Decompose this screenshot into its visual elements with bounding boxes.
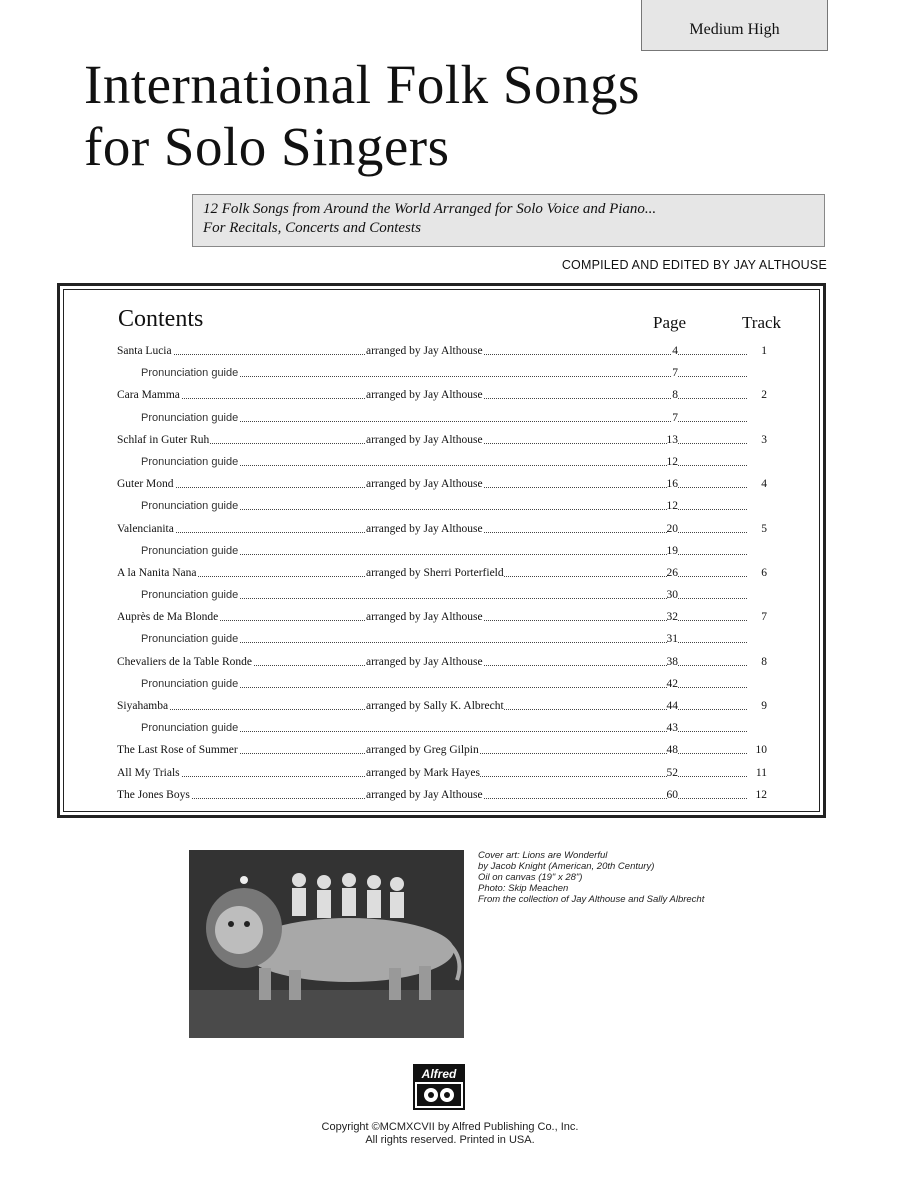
page-number: 60 <box>667 784 679 806</box>
pronunciation-guide-label: Pronunciation guide <box>141 495 239 517</box>
track-number: 6 <box>761 562 767 584</box>
pronunciation-guide-label: Pronunciation guide <box>141 628 239 650</box>
arranger: arranged by Sally K. Albrecht <box>366 695 504 717</box>
page-number: 26 <box>667 562 679 584</box>
page-number: 48 <box>667 739 679 761</box>
pronunciation-row <box>117 362 767 384</box>
pronunciation-row <box>117 540 767 562</box>
track-number: 8 <box>761 651 767 673</box>
song-title: All My Trials <box>117 762 181 784</box>
track-number: 4 <box>761 473 767 495</box>
song-title: Valencianita <box>117 518 175 540</box>
track-number: 12 <box>756 784 768 806</box>
arranger: arranged by Jay Althouse <box>366 518 483 540</box>
arranger: arranged by Jay Althouse <box>366 784 483 806</box>
song-title: Guter Mond <box>117 473 175 495</box>
song-title: Santa Lucia <box>117 340 173 362</box>
contents-frame <box>57 283 826 818</box>
contents-panel <box>63 289 820 812</box>
track-number: 7 <box>761 606 767 628</box>
song-row <box>117 651 767 673</box>
song-title: A la Nanita Nana <box>117 562 198 584</box>
song-title: Cara Mamma <box>117 384 181 406</box>
pronunciation-row <box>117 407 767 429</box>
copyright-notice <box>200 1121 700 1147</box>
arranger: arranged by Jay Althouse <box>366 606 483 628</box>
subtitle-box <box>192 194 825 247</box>
arranger: arranged by Sherri Porterfield <box>366 562 504 584</box>
pronunciation-guide-label: Pronunciation guide <box>141 717 239 739</box>
pronunciation-guide-label: Pronunciation guide <box>141 362 239 384</box>
song-row <box>117 739 767 761</box>
voice-range-label: Medium High <box>641 0 828 51</box>
page-number: 52 <box>667 762 679 784</box>
song-row <box>117 784 767 806</box>
pronunciation-guide-label: Pronunciation guide <box>141 673 239 695</box>
page-column-header: Page <box>653 313 687 332</box>
pronunciation-guide-label: Pronunciation guide <box>141 584 239 606</box>
page-number: 7 <box>672 362 678 384</box>
track-number: 3 <box>761 429 767 451</box>
page-number: 43 <box>667 717 679 739</box>
track-number: 2 <box>761 384 767 406</box>
arranger: arranged by Mark Hayes <box>366 762 480 784</box>
song-row <box>117 518 767 540</box>
song-title: Chevaliers de la Table Ronde <box>117 651 253 673</box>
contents-list <box>117 340 767 806</box>
song-title: Schlaf in Guter Ruh <box>117 429 210 451</box>
track-number: 9 <box>761 695 767 717</box>
pronunciation-row <box>117 584 767 606</box>
copyright-line-2: All rights reserved. Printed in USA. <box>365 1134 535 1146</box>
pronunciation-row <box>117 673 767 695</box>
song-title: Auprès de Ma Blonde <box>117 606 219 628</box>
alfred-logo <box>413 1064 465 1110</box>
pronunciation-row <box>117 628 767 650</box>
arranger: arranged by Jay Althouse <box>366 651 483 673</box>
page-number: 44 <box>667 695 679 717</box>
alfred-logo-mark <box>415 1082 463 1108</box>
song-row <box>117 695 767 717</box>
track-column-header: Track <box>742 313 782 332</box>
song-title: Siyahamba <box>117 695 169 717</box>
pronunciation-guide-label: Pronunciation guide <box>141 407 239 429</box>
caption-line: From the collection of Jay Althouse and Sally Albrecht <box>478 894 705 905</box>
pronunciation-row <box>117 451 767 473</box>
alfred-logo-text: Alfred <box>415 1066 463 1082</box>
track-number: 11 <box>756 762 767 784</box>
page-number: 20 <box>667 518 679 540</box>
arranger: arranged by Jay Althouse <box>366 384 483 406</box>
pronunciation-guide-label: Pronunciation guide <box>141 451 239 473</box>
song-row <box>117 562 767 584</box>
page-number: 32 <box>667 606 679 628</box>
subtitle-line-2: For Recitals, Concerts and Contests <box>203 220 421 236</box>
song-row <box>117 429 767 451</box>
page-number: 12 <box>667 451 679 473</box>
page-number: 19 <box>667 540 679 562</box>
lion-painting <box>189 850 464 1038</box>
track-number: 5 <box>761 518 767 540</box>
song-row <box>117 473 767 495</box>
title-line-1: International Folk Songs <box>84 54 640 115</box>
caption-line: by Jacob Knight (American, 20th Century) <box>478 861 655 872</box>
caption-line: Photo: Skip Meachen <box>478 883 569 894</box>
pronunciation-row <box>117 495 767 517</box>
caption-line: Oil on canvas (19" x 28") <box>478 872 583 883</box>
page-number: 42 <box>667 673 679 695</box>
song-title: The Last Rose of Summer <box>117 739 239 761</box>
arranger: arranged by Jay Althouse <box>366 340 483 362</box>
page-number: 8 <box>672 384 678 406</box>
contents-heading: Contents <box>118 306 204 332</box>
page-number: 16 <box>667 473 679 495</box>
arranger: arranged by Jay Althouse <box>366 429 483 451</box>
title-line-2: for Solo Singers <box>84 116 450 177</box>
song-row <box>117 762 767 784</box>
track-number: 10 <box>756 739 768 761</box>
song-row <box>117 384 767 406</box>
page-number: 12 <box>667 495 679 517</box>
subtitle-line-1: 12 Folk Songs from Around the World Arranged for Solo Voice and Piano... <box>203 201 657 217</box>
song-row <box>117 606 767 628</box>
page-number: 38 <box>667 651 679 673</box>
page-number: 7 <box>672 407 678 429</box>
cover-art-caption <box>478 850 778 905</box>
caption-line: Cover art: Lions are Wonderful <box>478 850 608 861</box>
arranger: arranged by Jay Althouse <box>366 473 483 495</box>
arranger: arranged by Greg Gilpin <box>366 739 479 761</box>
copyright-line-1: Copyright ©MCMXCVII by Alfred Publishing Co., Inc. <box>321 1121 579 1133</box>
page-number: 4 <box>672 340 678 362</box>
compiled-by: COMPILED AND EDITED BY JAY ALTHOUSE <box>561 258 827 272</box>
pronunciation-guide-label: Pronunciation guide <box>141 540 239 562</box>
cover-art-image <box>189 850 464 1038</box>
song-title: The Jones Boys <box>117 784 191 806</box>
page-number: 30 <box>667 584 679 606</box>
song-row <box>117 340 767 362</box>
page-number: 31 <box>667 628 679 650</box>
book-title <box>84 54 784 178</box>
track-number: 1 <box>761 340 767 362</box>
page-number: 13 <box>667 429 679 451</box>
pronunciation-row <box>117 717 767 739</box>
